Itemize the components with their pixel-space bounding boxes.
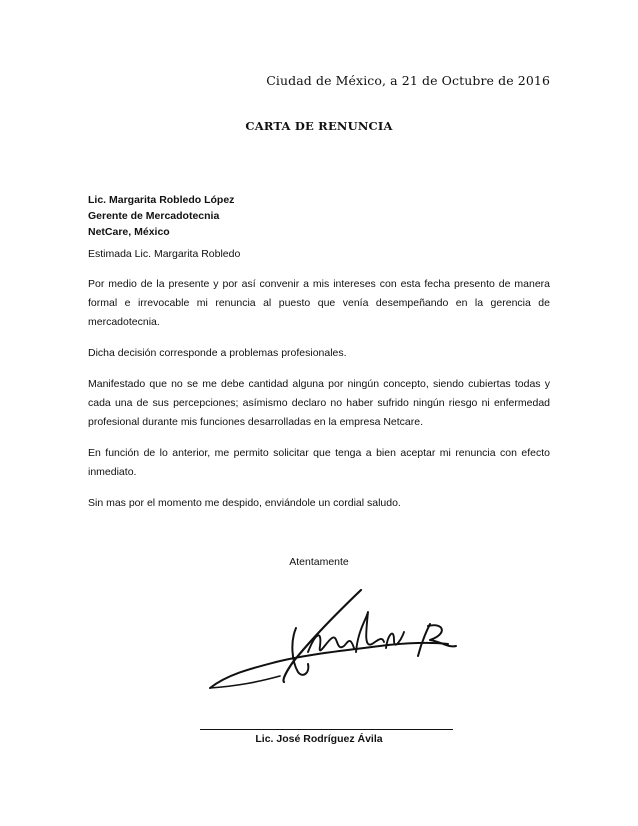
body-paragraph: Manifestado que no se me debe cantidad alguna por ningún concepto, siendo cubiertas todas y cada una de sus percepciones; asímismo declaro no haber sufrido ningún riesgo ni enfermedad profesional durante mis funciones desarrolladas en la empresa Netcare.: [88, 378, 550, 428]
recipient-block: [88, 192, 234, 240]
greeting: Estimada Lic. Margarita Robledo: [88, 248, 241, 260]
letter-title: CARTA DE RENUNCIA: [245, 119, 393, 133]
body-paragraph: Por medio de la presente y por así convenir a mis intereses con esta fecha presento de manera formal e irrevocable mi renuncia al puesto que venía desempeñando en la gerencia de mercadotecnia.: [88, 278, 550, 328]
recipient-position: Gerente de Mercadotecnia: [88, 210, 220, 222]
date-line: Ciudad de México, a 21 de Octubre de 2016: [266, 73, 550, 88]
letter-body: [88, 245, 550, 525]
body-paragraph: Sin mas por el momento me despido, enviándole un cordial saludo.: [88, 497, 401, 509]
signature-line: [200, 729, 453, 730]
closing-text: Atentamente: [289, 556, 349, 568]
recipient-name: Lic. Margarita Robledo López: [88, 194, 235, 206]
handwritten-signature: [198, 582, 468, 702]
recipient-company: NetCare, México: [88, 226, 170, 238]
body-paragraph: Dicha decisión corresponde a problemas profesionales.: [88, 347, 347, 359]
body-paragraph: En función de lo anterior, me permito solicitar que tenga a bien aceptar mi renuncia con efecto inmediato.: [88, 447, 550, 478]
signer-name: Lic. José Rodríguez Ávila: [255, 733, 383, 745]
